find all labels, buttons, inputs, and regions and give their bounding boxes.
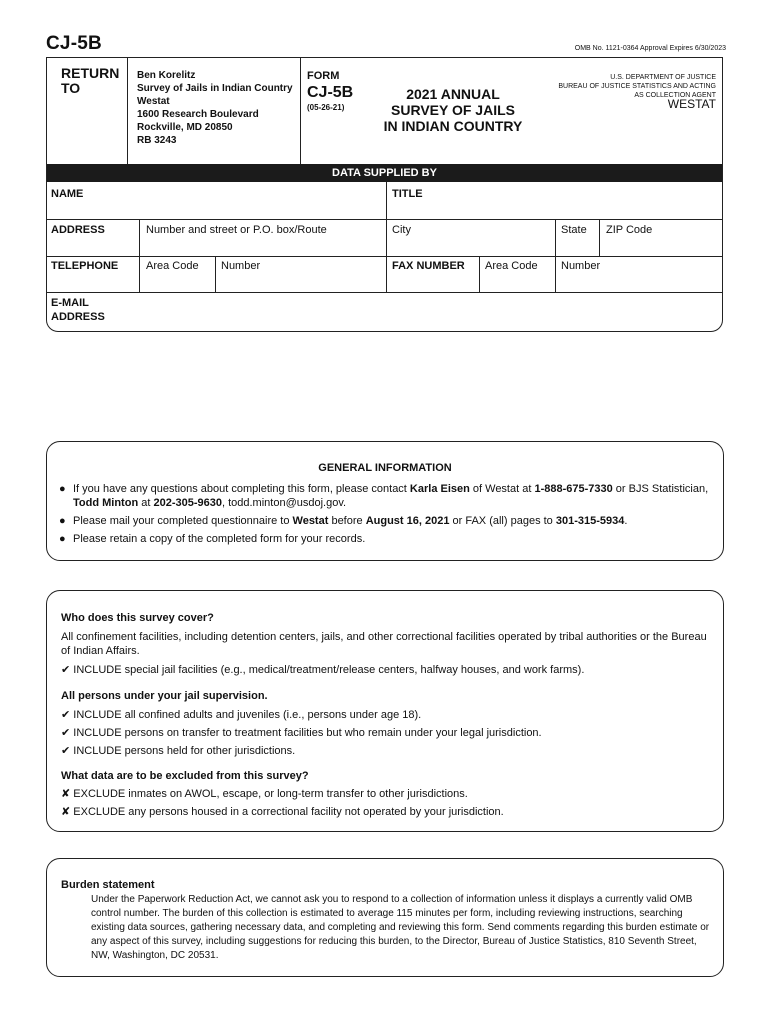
- info-bullet-mail: ● Please mail your completed questionnaire to Westat before August 16, 2021 or FAX (all) pages to 301-315-5934.: [59, 515, 628, 527]
- email-label: E-MAIL ADDRESS: [51, 297, 105, 323]
- return-to-label: RETURN TO: [61, 65, 120, 96]
- form-date: (05-26-21): [307, 103, 345, 112]
- checkmark-icon: ✔: [61, 664, 71, 676]
- state-field[interactable]: State: [561, 224, 587, 236]
- fax-number-field[interactable]: Number: [561, 260, 601, 272]
- coverage-paragraph: All confinement facilities, including detention centers, jails, and other correctional facilities operated by tribal authorities or the Bureau of Indian Affairs.: [61, 631, 707, 657]
- telephone-area-code-field[interactable]: Area Code: [146, 260, 199, 272]
- fax-label: FAX NUMBER: [392, 260, 465, 272]
- title-label: TITLE: [392, 188, 423, 200]
- telephone-number-field[interactable]: Number: [221, 260, 261, 272]
- x-mark-icon: ✘: [61, 806, 71, 818]
- info-bullet-contact: ● If you have any questions about completing this form, please contact Karla Eisen of Westat at 1-888-675-7330 or BJS Statistician, Todd Minton at 202-305-9630, todd.minton@usdoj.gov.: [59, 483, 709, 509]
- street-field[interactable]: Number and street or P.O. box/Route: [146, 224, 327, 236]
- exclude-item: ✘ EXCLUDE inmates on AWOL, escape, or long-term transfer to other jurisdictions.: [61, 788, 468, 800]
- general-information-heading: GENERAL INFORMATION: [318, 462, 452, 474]
- checkmark-icon: ✔: [61, 745, 71, 757]
- telephone-label: TELEPHONE: [51, 260, 119, 272]
- exclude-item: ✘ EXCLUDE any persons housed in a correctional facility not operated by your jurisdiction.: [61, 806, 504, 818]
- coverage-box: [46, 590, 724, 832]
- coverage-question-1: Who does this survey cover?: [61, 612, 214, 624]
- burden-heading: Burden statement: [61, 879, 155, 891]
- include-item: ✔ INCLUDE all confined adults and juveniles (i.e., persons under age 18).: [61, 709, 422, 721]
- x-mark-icon: ✘: [61, 788, 71, 800]
- coverage-question-2: All persons under your jail supervision.: [61, 690, 268, 702]
- fax-area-code-field[interactable]: Area Code: [485, 260, 538, 272]
- include-item: ✔ INCLUDE special jail facilities (e.g., medical/treatment/release centers, halfway houses, and work farms).: [61, 664, 585, 676]
- include-item: ✔ INCLUDE persons on transfer to treatment facilities but who remain under your legal jurisdiction.: [61, 727, 542, 739]
- checkmark-icon: ✔: [61, 727, 71, 739]
- info-bullet-retain: ● Please retain a copy of the completed form for your records.: [59, 533, 366, 545]
- burden-text: Under the Paperwork Reduction Act, we cannot ask you to respond to a collection of information unless it displays a currently valid OMB control number. The burden of this collection is estimated to average 115 minutes per form, including reviewing instructions, searching existing data sources, gathering necessary data, and completing and reviewing this form. Send comments regarding this burden estimate or any aspect of this survey, including suggestions for reducing this burden, to the Director, Bureau of Justice Statistics, 810 Seventh Street, NW, Washington, DC 20531.: [91, 894, 710, 961]
- return-address: Ben Korelitz Survey of Jails in Indian Country Westat 1600 Research Boulevard Rockville, MD 20850 RB 3243: [137, 70, 293, 146]
- form-label: FORM: [307, 70, 340, 82]
- zip-field[interactable]: ZIP Code: [606, 224, 653, 236]
- city-field[interactable]: City: [392, 224, 411, 236]
- include-item: ✔ INCLUDE persons held for other jurisdictions.: [61, 745, 296, 757]
- survey-title: 2021 ANNUAL SURVEY OF JAILS IN INDIAN COUNTRY: [383, 86, 523, 134]
- data-supplied-banner: DATA SUPPLIED BY: [47, 164, 722, 182]
- agency-block: U.S. DEPARTMENT OF JUSTICE BUREAU OF JUSTICE STATISTICS AND ACTING AS COLLECTION AGENT WESTAT: [516, 73, 716, 109]
- coverage-question-3: What data are to be excluded from this survey?: [61, 770, 309, 782]
- general-information-box: [46, 441, 724, 561]
- collector-name: WESTAT: [667, 97, 716, 111]
- checkmark-icon: ✔: [61, 709, 71, 721]
- form-id: CJ-5B: [46, 33, 102, 54]
- main-form-box: [46, 57, 723, 332]
- form-code: CJ-5B: [307, 84, 354, 101]
- omb-approval: OMB No. 1121-0364 Approval Expires 6/30/2023: [574, 45, 726, 52]
- address-label: ADDRESS: [51, 224, 105, 236]
- name-label: NAME: [51, 188, 84, 200]
- burden-statement-box: [46, 858, 724, 977]
